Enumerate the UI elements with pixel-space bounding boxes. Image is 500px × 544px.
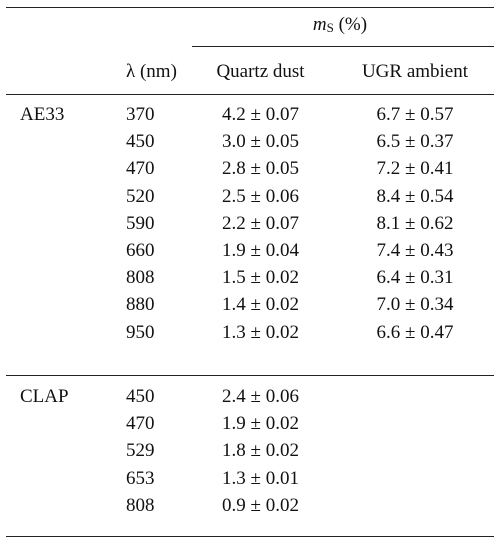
quartz-dust-cell: 0.9 ± 0.02 — [222, 494, 299, 516]
quartz-dust-cell: 1.4 ± 0.02 — [222, 294, 299, 316]
lambda-cell: 450 — [126, 386, 155, 407]
ugr-ambient-header: UGR ambient — [361, 61, 469, 82]
lambda-cell: 520 — [126, 185, 155, 207]
quartz-dust-cell: 1.3 ± 0.01 — [222, 467, 299, 489]
ugr-ambient-cell: 7.4 ± 0.43 — [376, 240, 454, 261]
ugr-ambient-cell: 6.7 ± 0.57 — [376, 104, 454, 125]
section-label: AE33 — [20, 104, 65, 125]
lambda-cell: 653 — [126, 467, 155, 489]
ugr-ambient-cell: 7.0 ± 0.34 — [376, 294, 454, 316]
lambda-cell: 529 — [126, 440, 155, 462]
lambda-cell: 808 — [126, 494, 155, 516]
ms-unit: (%) — [338, 14, 368, 35]
ugr-ambient-cell: 8.4 ± 0.54 — [376, 185, 454, 207]
lambda-cell: 470 — [126, 413, 155, 435]
ugr-ambient-cell: 6.6 ± 0.47 — [376, 321, 454, 343]
lambda-cell: 950 — [126, 321, 155, 343]
ms-symbol: m — [312, 14, 327, 35]
ugr-ambient-cell: 7.2 ± 0.41 — [376, 158, 454, 180]
lambda-cell: 660 — [126, 240, 155, 261]
quartz-dust-cell: 1.8 ± 0.02 — [222, 440, 299, 462]
quartz-dust-cell: 4.2 ± 0.07 — [222, 104, 299, 125]
quartz-dust-header: Quartz dust — [216, 61, 305, 82]
quartz-dust-cell: 2.4 ± 0.06 — [222, 386, 299, 407]
header-bottom-rule — [6, 94, 494, 95]
lambda-cell: 370 — [126, 104, 155, 125]
ms-group-header — [190, 14, 490, 37]
table-top-rule — [6, 7, 494, 8]
lambda-cell: 470 — [126, 158, 155, 180]
ms-group-rule — [192, 46, 494, 47]
quartz-dust-cell: 1.5 ± 0.02 — [222, 267, 299, 289]
quartz-dust-cell: 2.8 ± 0.05 — [222, 158, 299, 180]
lambda-cell: 450 — [126, 131, 155, 153]
quartz-dust-cell: 1.9 ± 0.04 — [222, 240, 299, 261]
ugr-ambient-cell: 6.5 ± 0.37 — [376, 131, 454, 153]
section-label: CLAP — [20, 386, 69, 407]
lambda-cell: 590 — [126, 212, 155, 234]
table-bottom-rule — [6, 536, 494, 537]
quartz-dust-cell: 2.2 ± 0.07 — [222, 212, 299, 234]
section-divider-rule — [6, 375, 494, 376]
ugr-ambient-cell: 6.4 ± 0.31 — [376, 267, 454, 289]
ms-subscript: S — [326, 20, 334, 35]
quartz-dust-cell: 3.0 ± 0.05 — [222, 131, 299, 153]
lambda-cell: 880 — [126, 294, 155, 316]
ugr-ambient-cell: 8.1 ± 0.62 — [376, 212, 454, 234]
lambda-cell: 808 — [126, 267, 155, 289]
quartz-dust-cell: 1.9 ± 0.02 — [222, 413, 299, 435]
quartz-dust-cell: 1.3 ± 0.02 — [222, 321, 299, 343]
quartz-dust-cell: 2.5 ± 0.06 — [222, 185, 299, 207]
lambda-header: λ (nm) — [126, 61, 177, 82]
